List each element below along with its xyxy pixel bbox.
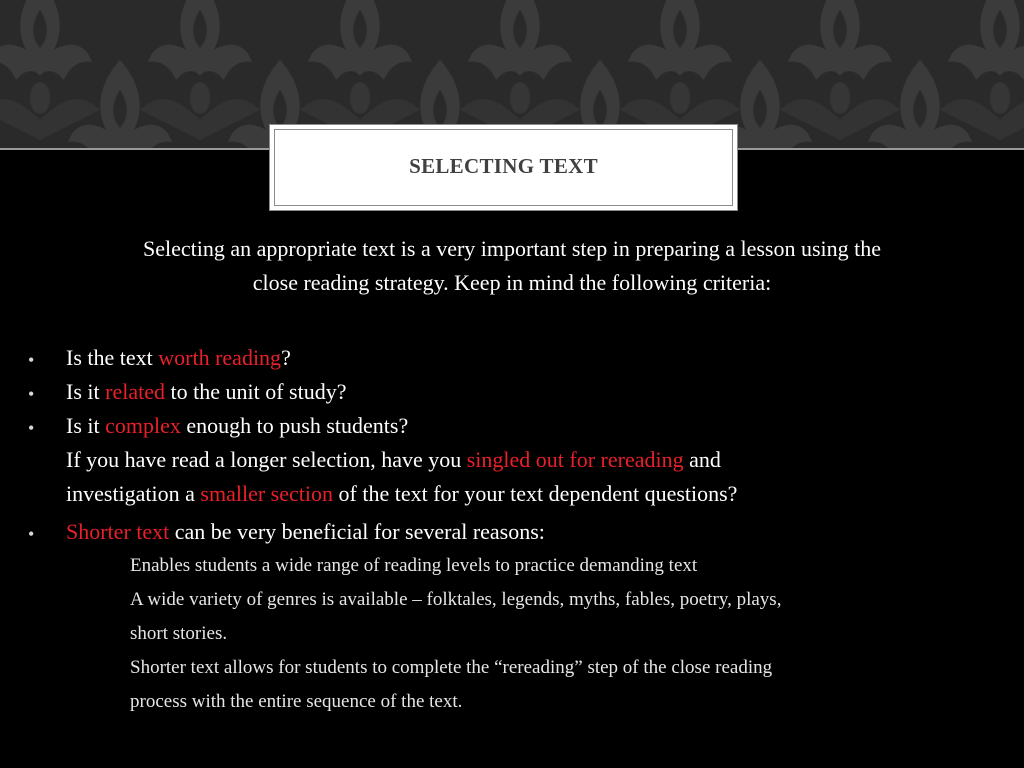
intro-line-1: Selecting an appropriate text is a very important step in preparing a lesson using the [142,236,882,261]
sub-item: process with the entire sequence of the text. [130,691,463,712]
highlight-singled-out: singled out for rereading [466,447,684,472]
criteria-item-complex-cont-1: If you have read a longer selection, have you singled out for rereading and [66,447,721,472]
highlight-related: related [105,379,165,404]
highlight-worth-reading: worth reading [158,345,282,370]
bullet-marker: • [28,384,35,404]
criteria-item-complex-cont-2: investigation a smaller section of the text for your text dependent questions? [66,481,738,506]
sub-item: Shorter text allows for students to complete the “rereading” step of the close reading [130,657,773,678]
bullet-marker: • [28,350,35,370]
criteria-item-worth-reading: Is the text worth reading? [66,345,291,370]
sub-item: Enables students a wide range of reading levels to practice demanding text [130,555,698,576]
bullet-marker: • [28,418,35,438]
intro-line-2: close reading strategy. Keep in mind the following criteria: [252,270,772,295]
highlight-smaller-section: smaller section [200,481,333,506]
intro-paragraph [20,232,1004,300]
sub-item: A wide variety of genres is available – folktales, legends, myths, fables, poetry, plays, [130,589,782,610]
title-box [269,124,738,211]
criteria-item-related: Is it related to the unit of study? [66,379,347,404]
bullet-marker: • [28,524,35,544]
highlight-shorter-text: Shorter text [66,519,170,544]
highlight-complex: complex [105,413,181,438]
criteria-item-complex: Is it complex enough to push students? [66,413,409,438]
sub-item: short stories. [130,623,228,644]
slide-title: SELECTING TEXT [409,154,598,178]
criteria-item-shorter-text: Shorter text can be very beneficial for several reasons: [66,519,545,544]
